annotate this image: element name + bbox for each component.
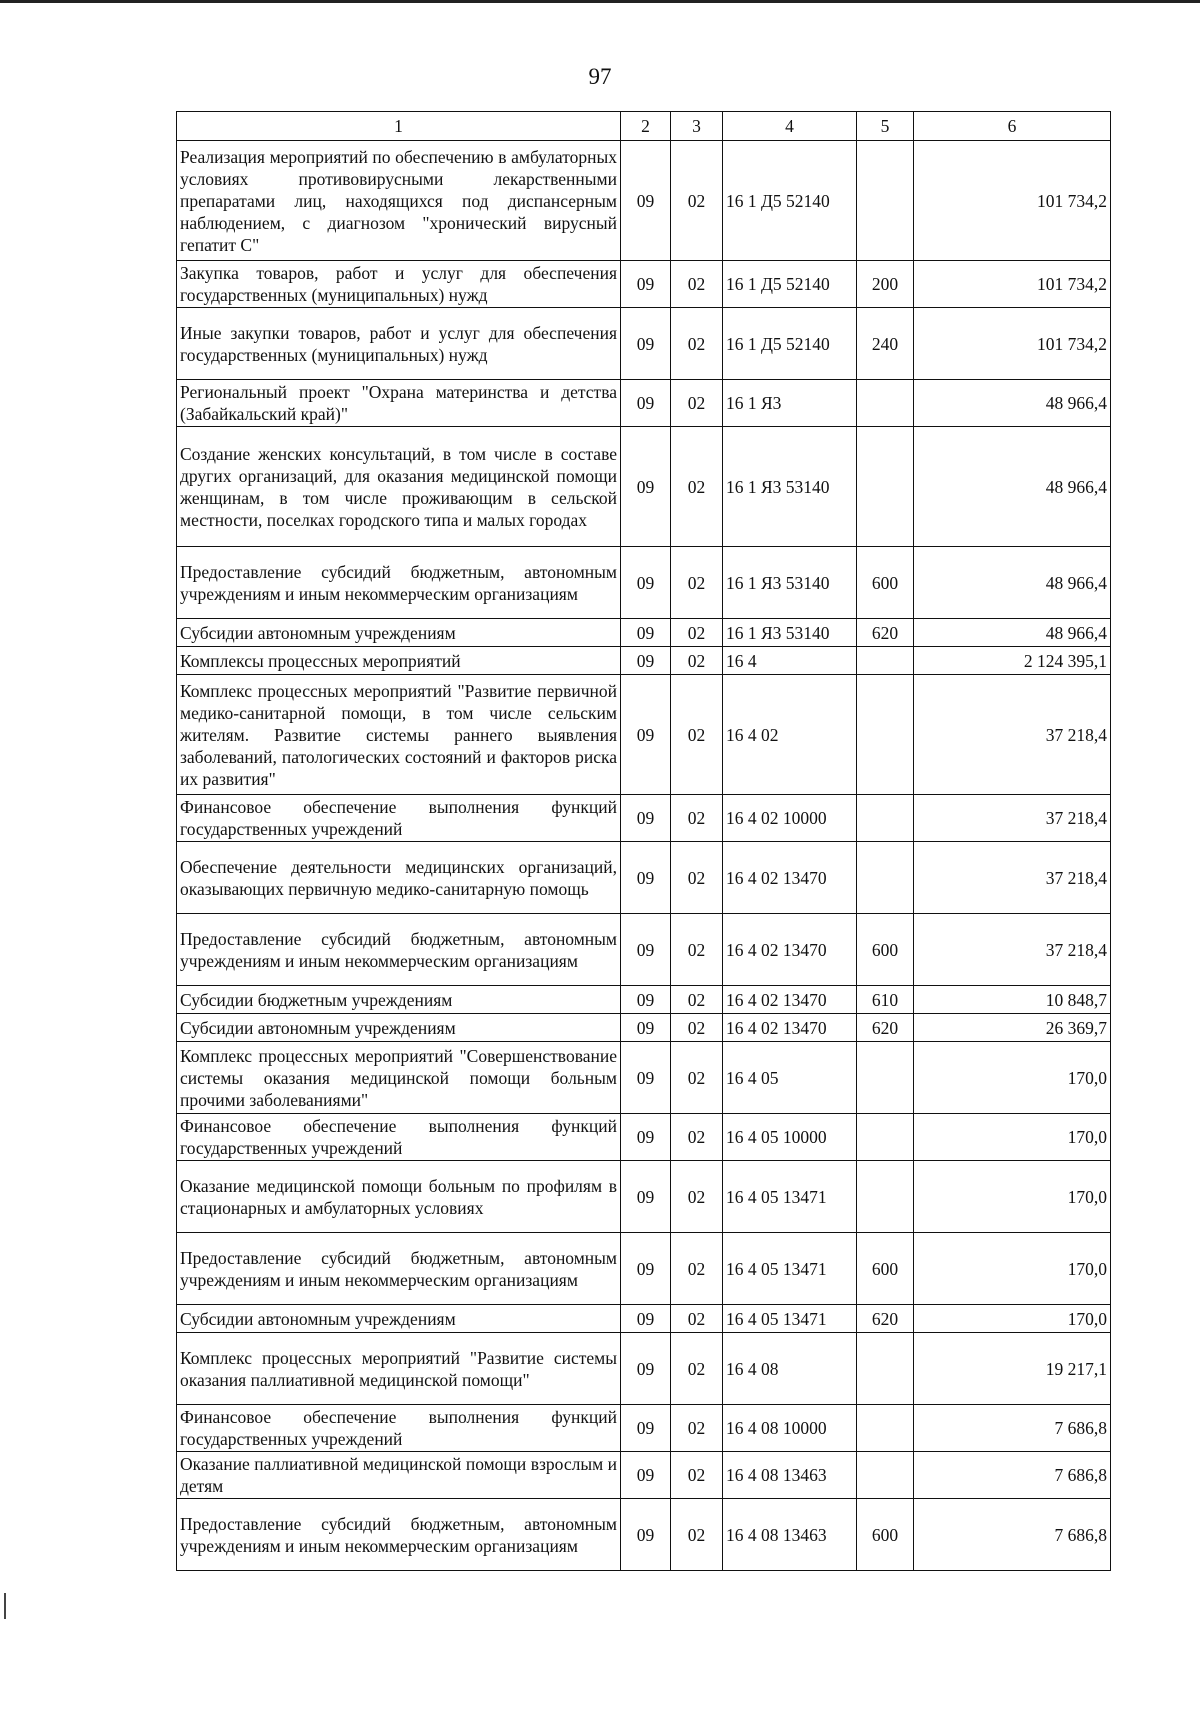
table-row: [177, 380, 1111, 427]
row-code: 16 1 Я3 53140: [723, 619, 857, 647]
row-code: 16 4 05 13471: [723, 1161, 857, 1233]
table-row: [177, 1405, 1111, 1452]
row-code: 16 4: [723, 647, 857, 675]
row-code: 16 4 08 13463: [723, 1452, 857, 1499]
row-name: Оказание паллиативной медицинской помощи взрослым и детям: [177, 1452, 621, 1499]
row-section: 09: [621, 547, 671, 619]
table-row: [177, 647, 1111, 675]
table-body: [177, 141, 1111, 1571]
row-section: 09: [621, 795, 671, 842]
row-sum: 7 686,8: [914, 1499, 1111, 1571]
row-sum: 37 218,4: [914, 842, 1111, 914]
row-section: 09: [621, 914, 671, 986]
row-type: 600: [857, 1499, 914, 1571]
budget-table: [176, 111, 1111, 1571]
row-section: 09: [621, 1333, 671, 1405]
row-name: Оказание медицинской помощи больным по профилям в стационарных и амбулаторных условиях: [177, 1161, 621, 1233]
row-sum: 7 686,8: [914, 1452, 1111, 1499]
row-code: 16 4 05 10000: [723, 1114, 857, 1161]
table-row: [177, 1333, 1111, 1405]
row-name: Предоставление субсидий бюджетным, автономным учреждениям и иным некоммерческим организациям: [177, 547, 621, 619]
table-row: [177, 141, 1111, 261]
row-sum: 2 124 395,1: [914, 647, 1111, 675]
row-sum: 48 966,4: [914, 619, 1111, 647]
row-sum: 48 966,4: [914, 547, 1111, 619]
row-subsection: 02: [671, 1333, 723, 1405]
row-code: 16 4 08 13463: [723, 1499, 857, 1571]
row-name: Предоставление субсидий бюджетным, автономным учреждениям и иным некоммерческим организациям: [177, 1499, 621, 1571]
table-row: [177, 1233, 1111, 1305]
row-type: [857, 1405, 914, 1452]
row-sum: 48 966,4: [914, 380, 1111, 427]
row-section: 09: [621, 261, 671, 308]
row-section: 09: [621, 1305, 671, 1333]
row-type: [857, 1333, 914, 1405]
row-type: [857, 647, 914, 675]
row-section: 09: [621, 675, 671, 795]
table-row: [177, 1014, 1111, 1042]
header-col-6: 6: [914, 112, 1111, 141]
header-col-2: 2: [621, 112, 671, 141]
table-row: [177, 427, 1111, 547]
row-type: 240: [857, 308, 914, 380]
row-name: Иные закупки товаров, работ и услуг для обеспечения государственных (муниципальных) нужд: [177, 308, 621, 380]
row-section: 09: [621, 1405, 671, 1452]
row-sum: 170,0: [914, 1305, 1111, 1333]
row-code: 16 4 08: [723, 1333, 857, 1405]
row-sum: 19 217,1: [914, 1333, 1111, 1405]
row-type: [857, 141, 914, 261]
row-subsection: 02: [671, 1405, 723, 1452]
row-name: Комплекс процессных мероприятий "Развитие первичной медико-санитарной помощи, в том числе сельским жителям. Развитие системы раннего выявления заболеваний, патологических состояний и факторов риска их развития": [177, 675, 621, 795]
row-sum: 101 734,2: [914, 261, 1111, 308]
row-name: Обеспечение деятельности медицинских организаций, оказывающих первичную медико-санитарную помощь: [177, 842, 621, 914]
row-type: 600: [857, 1233, 914, 1305]
row-section: 09: [621, 842, 671, 914]
table-row: [177, 986, 1111, 1014]
row-subsection: 02: [671, 1452, 723, 1499]
row-type: 620: [857, 1305, 914, 1333]
row-name: Предоставление субсидий бюджетным, автономным учреждениям и иным некоммерческим организациям: [177, 1233, 621, 1305]
row-code: 16 4 02 13470: [723, 986, 857, 1014]
table-row: [177, 914, 1111, 986]
table-row: [177, 1042, 1111, 1114]
row-subsection: 02: [671, 1014, 723, 1042]
row-section: 09: [621, 1233, 671, 1305]
row-code: 16 1 Я3 53140: [723, 427, 857, 547]
row-subsection: 02: [671, 1042, 723, 1114]
row-subsection: 02: [671, 427, 723, 547]
row-section: 09: [621, 1114, 671, 1161]
row-section: 09: [621, 1014, 671, 1042]
row-subsection: 02: [671, 1305, 723, 1333]
row-code: 16 1 Д5 52140: [723, 141, 857, 261]
row-type: 620: [857, 619, 914, 647]
table-row: [177, 1114, 1111, 1161]
row-subsection: 02: [671, 647, 723, 675]
row-subsection: 02: [671, 141, 723, 261]
row-subsection: 02: [671, 842, 723, 914]
row-sum: 170,0: [914, 1114, 1111, 1161]
row-code: 16 1 Д5 52140: [723, 308, 857, 380]
row-name: Комплексы процессных мероприятий: [177, 647, 621, 675]
row-section: 09: [621, 141, 671, 261]
row-code: 16 4 05: [723, 1042, 857, 1114]
row-sum: 170,0: [914, 1233, 1111, 1305]
row-sum: 26 369,7: [914, 1014, 1111, 1042]
table-row: [177, 619, 1111, 647]
row-type: 600: [857, 914, 914, 986]
row-type: [857, 675, 914, 795]
header-row: [177, 112, 1111, 141]
row-sum: 37 218,4: [914, 675, 1111, 795]
row-subsection: 02: [671, 1161, 723, 1233]
row-subsection: 02: [671, 986, 723, 1014]
row-subsection: 02: [671, 675, 723, 795]
row-section: 09: [621, 427, 671, 547]
row-code: 16 4 02 13470: [723, 1014, 857, 1042]
header-col-5: 5: [857, 112, 914, 141]
row-name: Региональный проект "Охрана материнства и детства (Забайкальский край)": [177, 380, 621, 427]
row-name: Комплекс процессных мероприятий "Совершенствование системы оказания медицинской помощи больным прочими заболеваниями": [177, 1042, 621, 1114]
row-section: 09: [621, 647, 671, 675]
row-sum: 101 734,2: [914, 141, 1111, 261]
row-subsection: 02: [671, 1114, 723, 1161]
table-row: [177, 842, 1111, 914]
row-name: Субсидии бюджетным учреждениям: [177, 986, 621, 1014]
row-name: Закупка товаров, работ и услуг для обеспечения государственных (муниципальных) нужд: [177, 261, 621, 308]
row-sum: 37 218,4: [914, 795, 1111, 842]
row-type: [857, 1161, 914, 1233]
row-subsection: 02: [671, 1499, 723, 1571]
row-code: 16 4 02: [723, 675, 857, 795]
row-section: 09: [621, 1452, 671, 1499]
header-col-3: 3: [671, 112, 723, 141]
row-section: 09: [621, 619, 671, 647]
row-subsection: 02: [671, 380, 723, 427]
row-type: [857, 842, 914, 914]
row-type: 200: [857, 261, 914, 308]
scan-margin-mark: [4, 1593, 6, 1619]
row-name: Финансовое обеспечение выполнения функций государственных учреждений: [177, 1114, 621, 1161]
row-type: [857, 1452, 914, 1499]
row-code: 16 4 02 13470: [723, 842, 857, 914]
page-top-border: [0, 0, 1200, 3]
table-row: [177, 1305, 1111, 1333]
page-number: 97: [588, 64, 612, 89]
row-section: 09: [621, 1161, 671, 1233]
row-code: 16 4 05 13471: [723, 1233, 857, 1305]
row-name: Предоставление субсидий бюджетным, автономным учреждениям и иным некоммерческим организациям: [177, 914, 621, 986]
row-name: Комплекс процессных мероприятий "Развитие системы оказания паллиативной медицинской помощи": [177, 1333, 621, 1405]
row-type: [857, 795, 914, 842]
row-name: Субсидии автономным учреждениям: [177, 1014, 621, 1042]
row-name: Субсидии автономным учреждениям: [177, 1305, 621, 1333]
table-row: [177, 1161, 1111, 1233]
row-type: 620: [857, 1014, 914, 1042]
row-code: 16 1 Я3 53140: [723, 547, 857, 619]
row-subsection: 02: [671, 914, 723, 986]
row-code: 16 4 02 13470: [723, 914, 857, 986]
table-row: [177, 675, 1111, 795]
row-subsection: 02: [671, 619, 723, 647]
row-type: [857, 427, 914, 547]
table-row: [177, 795, 1111, 842]
row-section: 09: [621, 986, 671, 1014]
row-code: 16 4 02 10000: [723, 795, 857, 842]
row-type: 610: [857, 986, 914, 1014]
row-type: 600: [857, 547, 914, 619]
table-row: [177, 1499, 1111, 1571]
row-name: Создание женских консультаций, в том числе в составе других организаций, для оказания медицинской помощи женщинам, в том числе проживающим в сельской местности, поселках городского типа и малых городах: [177, 427, 621, 547]
row-subsection: 02: [671, 547, 723, 619]
table-row: [177, 1452, 1111, 1499]
row-sum: 170,0: [914, 1161, 1111, 1233]
row-sum: 101 734,2: [914, 308, 1111, 380]
row-section: 09: [621, 1042, 671, 1114]
table-row: [177, 261, 1111, 308]
row-name: Реализация мероприятий по обеспечению в амбулаторных условиях противовирусными лекарственными препаратами лиц, находящихся под диспансерным наблюдением, с диагнозом "хронический вирусный гепатит С": [177, 141, 621, 261]
row-sum: 37 218,4: [914, 914, 1111, 986]
row-subsection: 02: [671, 1233, 723, 1305]
row-code: 16 4 08 10000: [723, 1405, 857, 1452]
row-section: 09: [621, 1499, 671, 1571]
row-section: 09: [621, 308, 671, 380]
row-sum: 10 848,7: [914, 986, 1111, 1014]
row-code: 16 4 05 13471: [723, 1305, 857, 1333]
table-row: [177, 547, 1111, 619]
row-code: 16 1 Д5 52140: [723, 261, 857, 308]
row-type: [857, 1114, 914, 1161]
row-subsection: 02: [671, 308, 723, 380]
row-type: [857, 380, 914, 427]
row-type: [857, 1042, 914, 1114]
row-code: 16 1 Я3: [723, 380, 857, 427]
row-name: Субсидии автономным учреждениям: [177, 619, 621, 647]
row-name: Финансовое обеспечение выполнения функций государственных учреждений: [177, 795, 621, 842]
header-col-4: 4: [723, 112, 857, 141]
row-sum: 170,0: [914, 1042, 1111, 1114]
row-section: 09: [621, 380, 671, 427]
row-subsection: 02: [671, 795, 723, 842]
header-col-1: 1: [177, 112, 621, 141]
row-sum: 7 686,8: [914, 1405, 1111, 1452]
row-name: Финансовое обеспечение выполнения функций государственных учреждений: [177, 1405, 621, 1452]
row-sum: 48 966,4: [914, 427, 1111, 547]
row-subsection: 02: [671, 261, 723, 308]
table-row: [177, 308, 1111, 380]
